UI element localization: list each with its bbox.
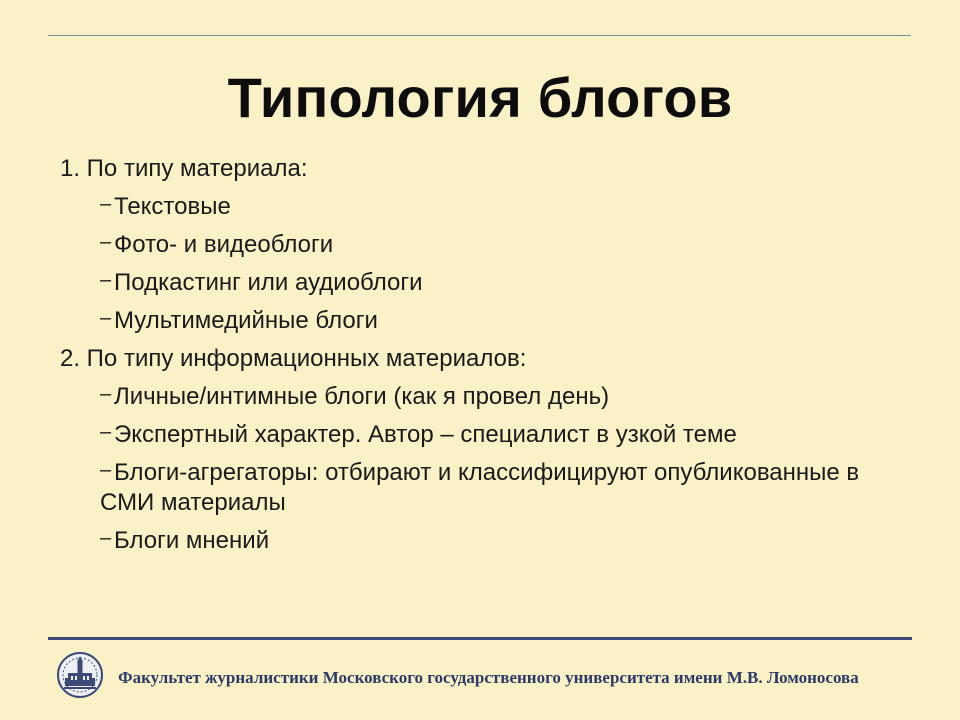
sub-list — [60, 382, 900, 556]
slide-body — [60, 154, 900, 556]
dash-bullet: – — [100, 231, 112, 253]
list-item — [100, 268, 900, 298]
list-item-text: Мультимедийные блоги — [114, 307, 378, 334]
msu-emblem-graphic — [56, 651, 104, 699]
msu-emblem-icon — [56, 651, 104, 699]
section-info-type — [60, 344, 900, 556]
bottom-divider — [48, 637, 912, 640]
list-item — [100, 192, 900, 222]
dash-bullet: – — [100, 383, 112, 405]
section-heading: 1. По типу материала: — [60, 155, 308, 182]
list-item — [100, 458, 900, 518]
list-item — [100, 306, 900, 336]
list-item-text: Блоги-агрегаторы: отбирают и классифицируют опубликованные в СМИ материалы — [100, 459, 860, 516]
dash-bullet: – — [100, 421, 112, 443]
section-material-type — [60, 154, 900, 336]
dash-bullet: – — [100, 307, 112, 329]
top-divider — [48, 35, 911, 36]
list-item — [100, 526, 900, 556]
list-item-text: Блоги мнений — [114, 527, 270, 554]
dash-bullet: – — [100, 527, 112, 549]
list-item — [100, 420, 900, 450]
footer-text: Факультет журналистики Московского государственного университета имени М.В. Ломоносова — [118, 668, 859, 687]
list-item-text: Подкастинг или аудиоблоги — [114, 269, 423, 296]
dash-bullet: – — [100, 269, 112, 291]
list-item-text: Текстовые — [114, 193, 231, 220]
footer — [56, 651, 916, 707]
list-item-text: Фото- и видеоблоги — [114, 231, 334, 258]
list-item — [100, 382, 900, 412]
dash-bullet: – — [100, 459, 112, 481]
dash-bullet: – — [100, 193, 112, 215]
sub-list — [60, 192, 900, 336]
slide-title: Типология блогов — [227, 66, 733, 129]
list-item — [100, 230, 900, 260]
section-heading: 2. По типу информационных материалов: — [60, 345, 527, 372]
list-item-text: Экспертный характер. Автор – специалист в узкой теме — [114, 421, 737, 448]
list-item-text: Личные/интимные блоги (как я провел день) — [114, 383, 610, 410]
